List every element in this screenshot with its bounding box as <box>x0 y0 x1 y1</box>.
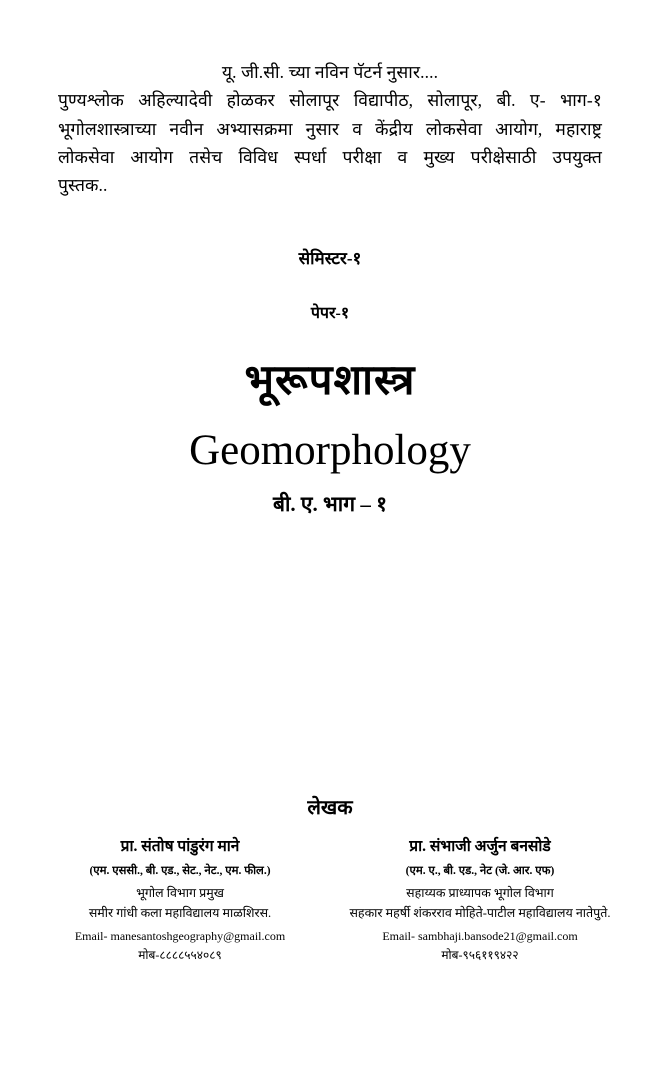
author-entry <box>30 836 330 963</box>
authors-list <box>30 836 630 963</box>
intro-line-3: भूगोलशास्त्राच्या नवीन अभ्यासक्रमा नुसार व केंद्रीय लोकसेवा आयोग, महाराष्ट्र <box>58 118 602 139</box>
intro-line-2: पुण्यश्लोक अहिल्यादेवी होळकर सोलापूर विद्यापीठ, सोलापूर, बी. ए- भाग-१ <box>58 90 602 111</box>
intro-line-1: यू. जी.सी. च्या नविन पॅटर्न नुसार.... <box>221 62 439 82</box>
author-email: Email- manesantoshgeography@gmail.com <box>74 928 286 943</box>
semester-label: सेमिस्टर-१ <box>298 248 362 268</box>
author-name: प्रा. संतोष पांडुरंग माने <box>120 838 240 855</box>
author-email: Email- sambhaji.bansode21@gmail.com <box>382 928 578 943</box>
intro-line-4: लोकसेवा आयोग तसेच विविध स्पर्धा परीक्षा व मुख्य परीक्षेसाठी उपयुक्त <box>58 147 602 168</box>
author-entry <box>330 836 630 963</box>
author-college: सहकार महर्षी शंकरराव मोहिते-पाटील महाविद्यालय नातेपुते. <box>349 905 611 920</box>
book-cover-page <box>0 58 660 1078</box>
intro-paragraph <box>58 58 602 200</box>
authors-heading: लेखक <box>307 797 353 819</box>
intro-line-5: पुस्तक.. <box>58 175 108 196</box>
author-role: भूगोल विभाग प्रमुख <box>136 885 224 900</box>
book-subtitle: बी. ए. भाग – १ <box>273 492 387 517</box>
book-title-english: Geomorphology <box>189 427 471 475</box>
author-mobile: मोब-८८८८५५४०८९ <box>138 947 222 962</box>
book-title-marathi: भूरूपशास्त्र <box>244 357 416 404</box>
author-role: सहाय्यक प्राध्यापक भूगोल विभाग <box>406 885 554 900</box>
author-degrees: (एम. ए., बी. एड., नेट (जे. आर. एफ) <box>405 865 555 878</box>
author-college: समीर गांधी कला महाविद्यालय माळशिरस. <box>88 905 272 920</box>
paper-label: पेपर-१ <box>310 304 350 322</box>
author-mobile: मोब-९५६११९४२२ <box>441 947 519 962</box>
author-degrees: (एम. एससी., बी. एड., सेट., नेट., एम. फील.) <box>89 865 271 878</box>
author-name: प्रा. संभाजी अर्जुन बनसोडे <box>409 838 551 855</box>
